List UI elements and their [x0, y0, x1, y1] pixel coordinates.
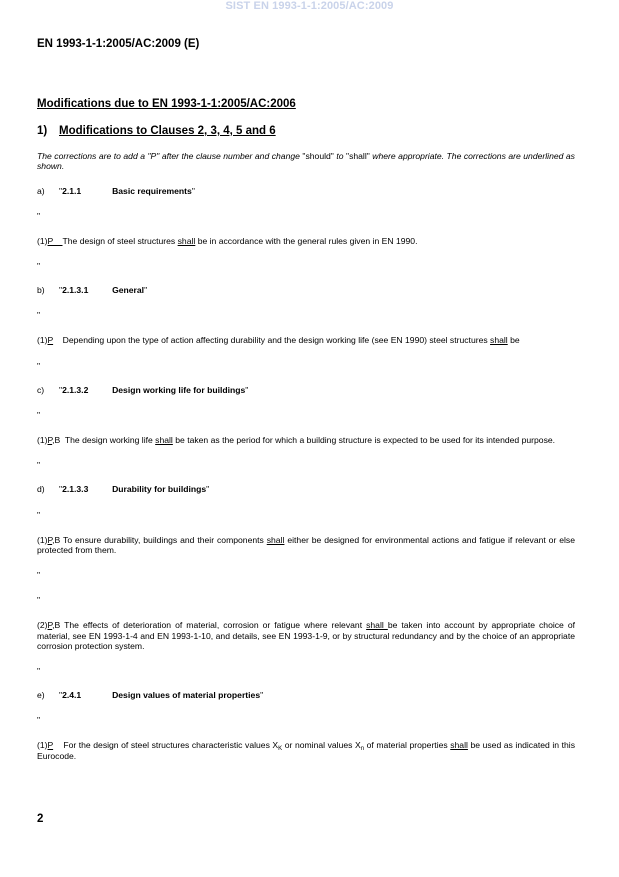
item-label: e)	[37, 690, 45, 701]
item-b-heading	[37, 285, 575, 295]
para-suffix: ,B	[52, 435, 61, 446]
para-mark: P	[47, 335, 54, 346]
para-mark: P	[47, 534, 53, 545]
quote-close: "	[206, 484, 210, 495]
para-ref: (2)	[37, 620, 48, 631]
quote-mark: "	[37, 595, 41, 606]
subscript-n: n	[360, 746, 365, 753]
shall-underlined: shall	[450, 740, 468, 751]
para-text: be	[507, 335, 520, 346]
quote-open: "	[59, 285, 63, 296]
paragraph-d-2	[37, 620, 575, 651]
shall-underlined: shall	[177, 235, 196, 246]
quote-mark: "	[37, 261, 41, 272]
quote-mark: "	[37, 570, 41, 581]
clause-number: 2.4.1	[62, 690, 82, 701]
quote-open: "	[59, 185, 63, 196]
section-title: Modifications to Clauses 2, 3, 4, 5 and 6	[59, 125, 276, 137]
item-a-heading	[37, 186, 575, 196]
quote-open: "	[59, 484, 63, 495]
item-c-heading	[37, 385, 575, 395]
quote-mark: "	[37, 460, 41, 471]
quote-mark: "	[37, 310, 41, 321]
shall-underlined: shall	[155, 435, 173, 446]
item-label: a)	[37, 185, 45, 196]
intro-should: "should"	[302, 151, 334, 161]
para-mark: P	[47, 435, 53, 446]
quote-mark: "	[37, 360, 41, 371]
main-heading: Modifications due to EN 1993-1-1:2005/AC:2006	[37, 98, 296, 110]
para-text: The effects of deterioration of material, corrosion or fatigue where relevant	[60, 620, 367, 631]
para-text: or nominal values X	[282, 740, 361, 751]
para-text: be used as indicated in this Eurocode.	[37, 740, 575, 761]
para-text: Depending upon the type of action affecting durability and the design working life (see EN 1990) steel structures	[53, 335, 491, 346]
intro-shall: "shall"	[346, 151, 370, 161]
quote-mark: "	[37, 666, 41, 677]
clause-title: Design working life for buildings	[112, 384, 246, 395]
clause-title: Durability for buildings	[112, 484, 207, 495]
para-text: of material properties	[364, 740, 451, 751]
quote-open: "	[59, 690, 63, 701]
para-text: To ensure durability, buildings and their components	[60, 534, 267, 545]
para-mark: P	[47, 235, 63, 246]
shall-underlined: shall	[266, 534, 285, 545]
paragraph-c-1	[37, 435, 575, 445]
page-content	[37, 99, 575, 761]
clause-number: 2.1.1	[62, 185, 82, 196]
quote-mark: "	[37, 410, 41, 421]
quote-open: "	[59, 384, 63, 395]
para-text: For the design of steel structures characteristic values X	[53, 740, 279, 751]
clause-title: Design values of material properties	[112, 690, 261, 701]
para-text: be in accordance with the general rules given in EN 1990.	[195, 235, 418, 246]
para-ref: (1)	[37, 235, 48, 246]
para-suffix: ,B	[52, 534, 61, 545]
paragraph-b-1	[37, 335, 575, 345]
quote-close: "	[245, 384, 249, 395]
paragraph-a-1	[37, 236, 575, 246]
paragraph-e-1	[37, 740, 575, 761]
document-id: EN 1993-1-1:2005/AC:2009 (E)	[37, 38, 200, 50]
intro-part: The corrections are to add a "P" after the clause number and change	[37, 151, 303, 161]
section-heading	[37, 126, 575, 142]
clause-number: 2.1.3.1	[62, 285, 89, 296]
quote-mark: "	[37, 509, 41, 520]
clause-number: 2.1.3.3	[62, 484, 89, 495]
clause-number: 2.1.3.2	[62, 384, 89, 395]
item-e-heading	[37, 690, 575, 700]
para-ref: (1)	[37, 435, 48, 446]
intro-text	[37, 151, 575, 172]
para-text: The design working life	[60, 435, 156, 446]
paragraph-d-1	[37, 535, 575, 556]
para-mark: P	[47, 620, 53, 631]
clause-title: Basic requirements	[112, 185, 192, 196]
section-number: 1)	[37, 125, 48, 137]
quote-mark: "	[37, 210, 41, 221]
para-text: either be designed for environmental actions and fatigue if relevant or else protected from them.	[37, 534, 576, 555]
para-ref: (1)	[37, 534, 48, 545]
intro-part: to	[333, 151, 347, 161]
quote-close: "	[191, 185, 195, 196]
para-text: The design of steel structures	[62, 235, 178, 246]
para-ref: (1)	[37, 335, 48, 346]
para-text: be taken into account by appropriate choice of material, see EN 1993-1-4 and EN 1993-1-10, and details, see EN 1993-1-9, or by structural redundancy and by the choice of an appropriate corrosion protection system.	[37, 620, 576, 651]
item-label: d)	[37, 484, 45, 495]
subscript-k: K	[278, 746, 283, 753]
para-mark: P	[47, 740, 54, 751]
item-d-heading	[37, 484, 575, 494]
para-text: be taken as the period for which a building structure is expected to be used for its intended purpose.	[172, 435, 556, 446]
quote-close: "	[260, 690, 264, 701]
watermark: SIST EN 1993-1-1:2005/AC:2009	[225, 0, 394, 12]
para-suffix: ,B	[52, 620, 61, 631]
intro-part: where appropriate. The corrections are underlined as shown.	[37, 151, 575, 172]
item-label: b)	[37, 285, 45, 296]
item-label: c)	[37, 384, 45, 395]
shall-underlined: shall	[490, 335, 508, 346]
page-number: 2	[37, 813, 44, 825]
quote-mark: "	[37, 715, 41, 726]
para-ref: (1)	[37, 740, 48, 751]
shall-underlined: shall	[366, 620, 388, 631]
quote-close: "	[144, 285, 148, 296]
clause-title: General	[112, 285, 145, 296]
